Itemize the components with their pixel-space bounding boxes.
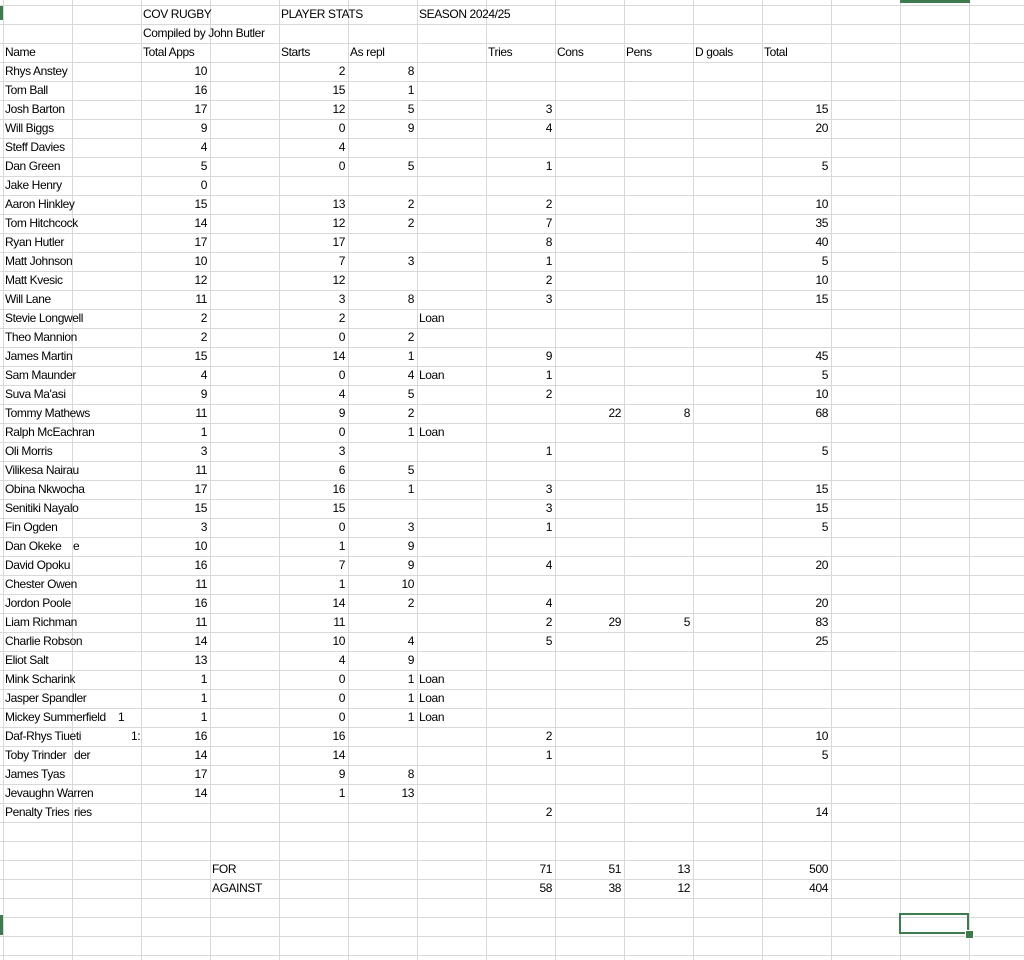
- stat-value: 16: [194, 558, 207, 572]
- stat-value: 2: [407, 197, 414, 211]
- player-name: Steff Davies: [5, 140, 65, 154]
- stat-value: 10: [194, 64, 207, 78]
- stat-value: 4: [545, 558, 552, 572]
- stat-value: 14: [815, 805, 828, 819]
- row-gridline: [0, 955, 1024, 956]
- stat-value: 15: [194, 197, 207, 211]
- player-name: Suva Ma'asi: [5, 387, 66, 401]
- stat-value: 9: [407, 539, 414, 553]
- stat-value: 13: [401, 786, 414, 800]
- stat-value: 2: [200, 330, 207, 344]
- stat-value: 3: [545, 501, 552, 515]
- stat-value: 12: [194, 273, 207, 287]
- stat-value: 4: [200, 368, 207, 382]
- stat-value: 9: [200, 121, 207, 135]
- stat-value: 22: [608, 406, 621, 420]
- stat-value: 8: [407, 64, 414, 78]
- stat-value: 10: [815, 197, 828, 211]
- season-label: SEASON 2024/25: [419, 7, 511, 21]
- totals-value: 12: [677, 881, 690, 895]
- selected-cell[interactable]: [899, 913, 969, 934]
- stat-value: 0: [200, 178, 207, 192]
- stat-value: 1: [338, 539, 345, 553]
- stat-value: 5: [821, 748, 828, 762]
- stat-value: 10: [815, 273, 828, 287]
- stat-value: 4: [545, 121, 552, 135]
- player-name: Theo Mannion: [5, 330, 77, 344]
- stat-value: 11: [195, 292, 207, 306]
- stat-value: 3: [407, 520, 414, 534]
- totals-value: 13: [677, 862, 690, 876]
- player-name: Jevaughn Warren: [5, 786, 94, 800]
- stat-value: 8: [545, 235, 552, 249]
- player-name: James Martin: [5, 349, 73, 363]
- stat-value: 1: [200, 672, 207, 686]
- column-header: D goals: [695, 45, 733, 59]
- stat-value: 1: [545, 254, 552, 268]
- stat-value: 25: [815, 634, 828, 648]
- stat-value: 17: [332, 235, 345, 249]
- stat-value: 0: [338, 425, 345, 439]
- row-gridline: [0, 936, 1024, 937]
- stat-value: 40: [815, 235, 828, 249]
- stat-value: 11: [195, 406, 207, 420]
- stat-value: 68: [815, 406, 828, 420]
- player-name: Penalty Tries: [5, 805, 70, 819]
- stat-value: 5: [545, 634, 552, 648]
- stat-value: 17: [194, 235, 207, 249]
- stat-value: 1: [200, 425, 207, 439]
- row-gridline: [0, 822, 1024, 823]
- player-name: Josh Barton: [5, 102, 65, 116]
- player-name: David Opoku: [5, 558, 70, 572]
- stat-value: 10: [401, 577, 414, 591]
- player-name: Tommy Mathews: [5, 406, 90, 420]
- stat-value: 5: [407, 463, 414, 477]
- stat-value: 15: [332, 83, 345, 97]
- stat-value: 15: [815, 501, 828, 515]
- player-name: Charlie Robson: [5, 634, 83, 648]
- column-header: Name: [5, 45, 36, 59]
- stat-value: 16: [332, 482, 345, 496]
- stat-value: 17: [194, 482, 207, 496]
- stat-value: 14: [194, 634, 207, 648]
- stat-value: 11: [195, 615, 207, 629]
- player-name: Matt Kvesic: [5, 273, 63, 287]
- totals-value: 51: [608, 862, 621, 876]
- stat-value: 2: [545, 197, 552, 211]
- stat-value: 9: [200, 387, 207, 401]
- stat-value: 1: [407, 710, 414, 724]
- player-name: Will Biggs: [5, 121, 54, 135]
- stat-value: 2: [407, 406, 414, 420]
- column-header: Pens: [626, 45, 652, 59]
- stat-value: 4: [545, 596, 552, 610]
- stat-value: 14: [194, 748, 207, 762]
- stat-value: 12: [332, 273, 345, 287]
- stat-value: 1: [407, 482, 414, 496]
- stat-value: 1: [338, 786, 345, 800]
- stat-value: 5: [821, 520, 828, 534]
- stat-value: 16: [194, 83, 207, 97]
- player-name: Mink Scharink: [5, 672, 76, 686]
- stat-value: 5: [821, 444, 828, 458]
- stat-value: 9: [545, 349, 552, 363]
- stat-value: 1: [545, 444, 552, 458]
- stat-value: 7: [338, 254, 345, 268]
- stat-value: 15: [815, 482, 828, 496]
- stat-value: 11: [195, 577, 207, 591]
- stat-value: 15: [194, 349, 207, 363]
- player-name: Obina Nkwocha: [5, 482, 85, 496]
- stat-value: 20: [815, 596, 828, 610]
- row-gridline: [0, 841, 1024, 842]
- stat-value: 16: [332, 729, 345, 743]
- stat-value: 3: [338, 292, 345, 306]
- stat-value: 4: [338, 387, 345, 401]
- totals-label: AGAINST: [212, 881, 262, 895]
- stat-value: 0: [338, 330, 345, 344]
- loan-note: Loan: [419, 672, 445, 686]
- stat-value: 3: [545, 102, 552, 116]
- loan-note: Loan: [419, 425, 445, 439]
- stat-value: 11: [195, 463, 207, 477]
- active-row-indicator: [0, 915, 3, 935]
- stat-value: 9: [407, 653, 414, 667]
- stat-value: 12: [332, 102, 345, 116]
- stat-value: 8: [683, 406, 690, 420]
- column-header: Cons: [557, 45, 584, 59]
- row-indicator-top: [0, 6, 3, 20]
- totals-value: 500: [809, 862, 828, 876]
- player-name: Aaron Hinkley: [5, 197, 75, 211]
- stat-value: 10: [194, 539, 207, 553]
- stat-value: 4: [407, 634, 414, 648]
- player-name: Stevie Longwell: [5, 311, 84, 325]
- stat-value: 3: [545, 292, 552, 306]
- stat-value: 3: [200, 520, 207, 534]
- player-name: Senitiki Nayalo: [5, 501, 79, 515]
- stat-value: 2: [545, 387, 552, 401]
- stat-value: 0: [338, 691, 345, 705]
- column-header: Total: [764, 45, 788, 59]
- stat-value: 8: [407, 292, 414, 306]
- stat-value: 15: [815, 102, 828, 116]
- player-name: Rhys Anstey: [5, 64, 68, 78]
- stat-value: 4: [407, 368, 414, 382]
- totals-value: 71: [539, 862, 552, 876]
- stat-value: 0: [338, 710, 345, 724]
- totals-label: FOR: [212, 862, 237, 876]
- stat-value: 5: [683, 615, 690, 629]
- stat-value: 5: [821, 254, 828, 268]
- player-name: Dan Green: [5, 159, 61, 173]
- stat-value: 1: [545, 368, 552, 382]
- player-name: Eliot Salt: [5, 653, 49, 667]
- stat-value: 1: [407, 425, 414, 439]
- stat-value: 0: [338, 672, 345, 686]
- player-name: Liam Richman: [5, 615, 77, 629]
- overflow-text: 1:: [131, 729, 141, 743]
- stat-value: 0: [338, 159, 345, 173]
- stat-value: 0: [338, 520, 345, 534]
- stat-value: 20: [815, 121, 828, 135]
- overflow-text: 1: [118, 710, 125, 724]
- stat-value: 4: [338, 653, 345, 667]
- stat-value: 83: [815, 615, 828, 629]
- loan-note: Loan: [419, 691, 445, 705]
- player-name: Oli Morris: [5, 444, 53, 458]
- stat-value: 5: [407, 102, 414, 116]
- stat-value: 10: [332, 634, 345, 648]
- stat-value: 1: [407, 672, 414, 686]
- column-header: Starts: [281, 45, 310, 59]
- overflow-text: ries: [74, 805, 92, 819]
- stat-value: 9: [407, 558, 414, 572]
- stat-value: 14: [332, 748, 345, 762]
- row-gridline: [0, 898, 1024, 899]
- player-name: Will Lane: [5, 292, 51, 306]
- player-name: Sam Maunder: [5, 368, 76, 382]
- stat-value: 4: [338, 140, 345, 154]
- stat-value: 15: [815, 292, 828, 306]
- loan-note: Loan: [419, 368, 445, 382]
- stat-value: 16: [194, 596, 207, 610]
- stat-value: 3: [407, 254, 414, 268]
- stat-value: 1: [200, 691, 207, 705]
- column-header: As repl: [350, 45, 385, 59]
- totals-value: 38: [608, 881, 621, 895]
- active-column-indicator: [900, 0, 970, 3]
- stat-value: 2: [338, 311, 345, 325]
- stat-value: 11: [333, 615, 345, 629]
- stat-value: 2: [545, 729, 552, 743]
- stat-value: 13: [194, 653, 207, 667]
- row-gridline: [0, 917, 1024, 918]
- stat-value: 12: [332, 216, 345, 230]
- stat-value: 1: [338, 577, 345, 591]
- loan-note: Loan: [419, 311, 445, 325]
- player-name: James Tyas: [5, 767, 65, 781]
- stat-value: 2: [407, 596, 414, 610]
- stat-value: 1: [545, 520, 552, 534]
- player-name: Jake Henry: [5, 178, 62, 192]
- stat-value: 9: [338, 406, 345, 420]
- overflow-text: e: [73, 539, 80, 553]
- stat-value: 1: [545, 748, 552, 762]
- stat-value: 2: [200, 311, 207, 325]
- player-name: Vilikesa Nairau: [5, 463, 79, 477]
- column-header: Tries: [488, 45, 513, 59]
- stat-value: 10: [815, 729, 828, 743]
- stat-value: 35: [815, 216, 828, 230]
- totals-value: 404: [809, 881, 828, 895]
- stat-value: 2: [338, 64, 345, 78]
- sheet-title: COV RUGBY: [143, 7, 212, 21]
- player-name: Jasper Spandler: [5, 691, 87, 705]
- stat-value: 9: [407, 121, 414, 135]
- stat-value: 8: [407, 767, 414, 781]
- fill-handle[interactable]: [965, 930, 974, 939]
- player-name: Dan Okeke: [5, 539, 62, 553]
- stat-value: 2: [545, 615, 552, 629]
- stat-value: 20: [815, 558, 828, 572]
- stat-value: 3: [338, 444, 345, 458]
- stat-value: 14: [194, 216, 207, 230]
- stat-value: 15: [194, 501, 207, 515]
- stat-value: 7: [338, 558, 345, 572]
- player-name: Tom Ball: [5, 83, 48, 97]
- compiled-by: Compiled by John Butler: [143, 26, 265, 40]
- stat-value: 15: [332, 501, 345, 515]
- stat-value: 0: [338, 368, 345, 382]
- stat-value: 3: [545, 482, 552, 496]
- player-name: Chester Owen: [5, 577, 77, 591]
- player-name: Tom Hitchcock: [5, 216, 78, 230]
- stat-value: 9: [338, 767, 345, 781]
- stat-value: 5: [821, 368, 828, 382]
- player-name: Mickey Summerfield: [5, 710, 106, 724]
- stat-value: 0: [338, 121, 345, 135]
- stat-value: 2: [545, 805, 552, 819]
- player-name: Matt Johnson: [5, 254, 73, 268]
- player-name: Ryan Hutler: [5, 235, 64, 249]
- stat-value: 16: [194, 729, 207, 743]
- stat-value: 1: [407, 691, 414, 705]
- overflow-text: der: [74, 748, 91, 762]
- stat-value: 5: [407, 387, 414, 401]
- stat-value: 14: [332, 349, 345, 363]
- stat-value: 5: [200, 159, 207, 173]
- stat-value: 4: [200, 140, 207, 154]
- stat-value: 10: [815, 387, 828, 401]
- stat-value: 1: [545, 159, 552, 173]
- player-name: Toby Trinder: [5, 748, 67, 762]
- stat-value: 1: [407, 349, 414, 363]
- column-header: Total Apps: [143, 45, 195, 59]
- stat-value: 2: [407, 216, 414, 230]
- stat-value: 13: [332, 197, 345, 211]
- stat-value: 17: [194, 767, 207, 781]
- stat-value: 29: [608, 615, 621, 629]
- stat-value: 1: [407, 83, 414, 97]
- stat-value: 5: [821, 159, 828, 173]
- stat-value: 45: [815, 349, 828, 363]
- stat-value: 1: [200, 710, 207, 724]
- stat-value: 2: [407, 330, 414, 344]
- stat-value: 14: [194, 786, 207, 800]
- loan-note: Loan: [419, 710, 445, 724]
- player-name: Ralph McEachran: [5, 425, 95, 439]
- stat-value: 7: [545, 216, 552, 230]
- stat-value: 6: [338, 463, 345, 477]
- stat-value: 10: [194, 254, 207, 268]
- player-name: Fin Ogden: [5, 520, 58, 534]
- player-name: Daf-Rhys Tiueti: [5, 729, 82, 743]
- stat-value: 17: [194, 102, 207, 116]
- sheet-subtitle: PLAYER STATS: [281, 7, 363, 21]
- stat-value: 5: [407, 159, 414, 173]
- player-name: Jordon Poole: [5, 596, 71, 610]
- stat-value: 2: [545, 273, 552, 287]
- stat-value: 3: [200, 444, 207, 458]
- totals-value: 58: [539, 881, 552, 895]
- stat-value: 14: [332, 596, 345, 610]
